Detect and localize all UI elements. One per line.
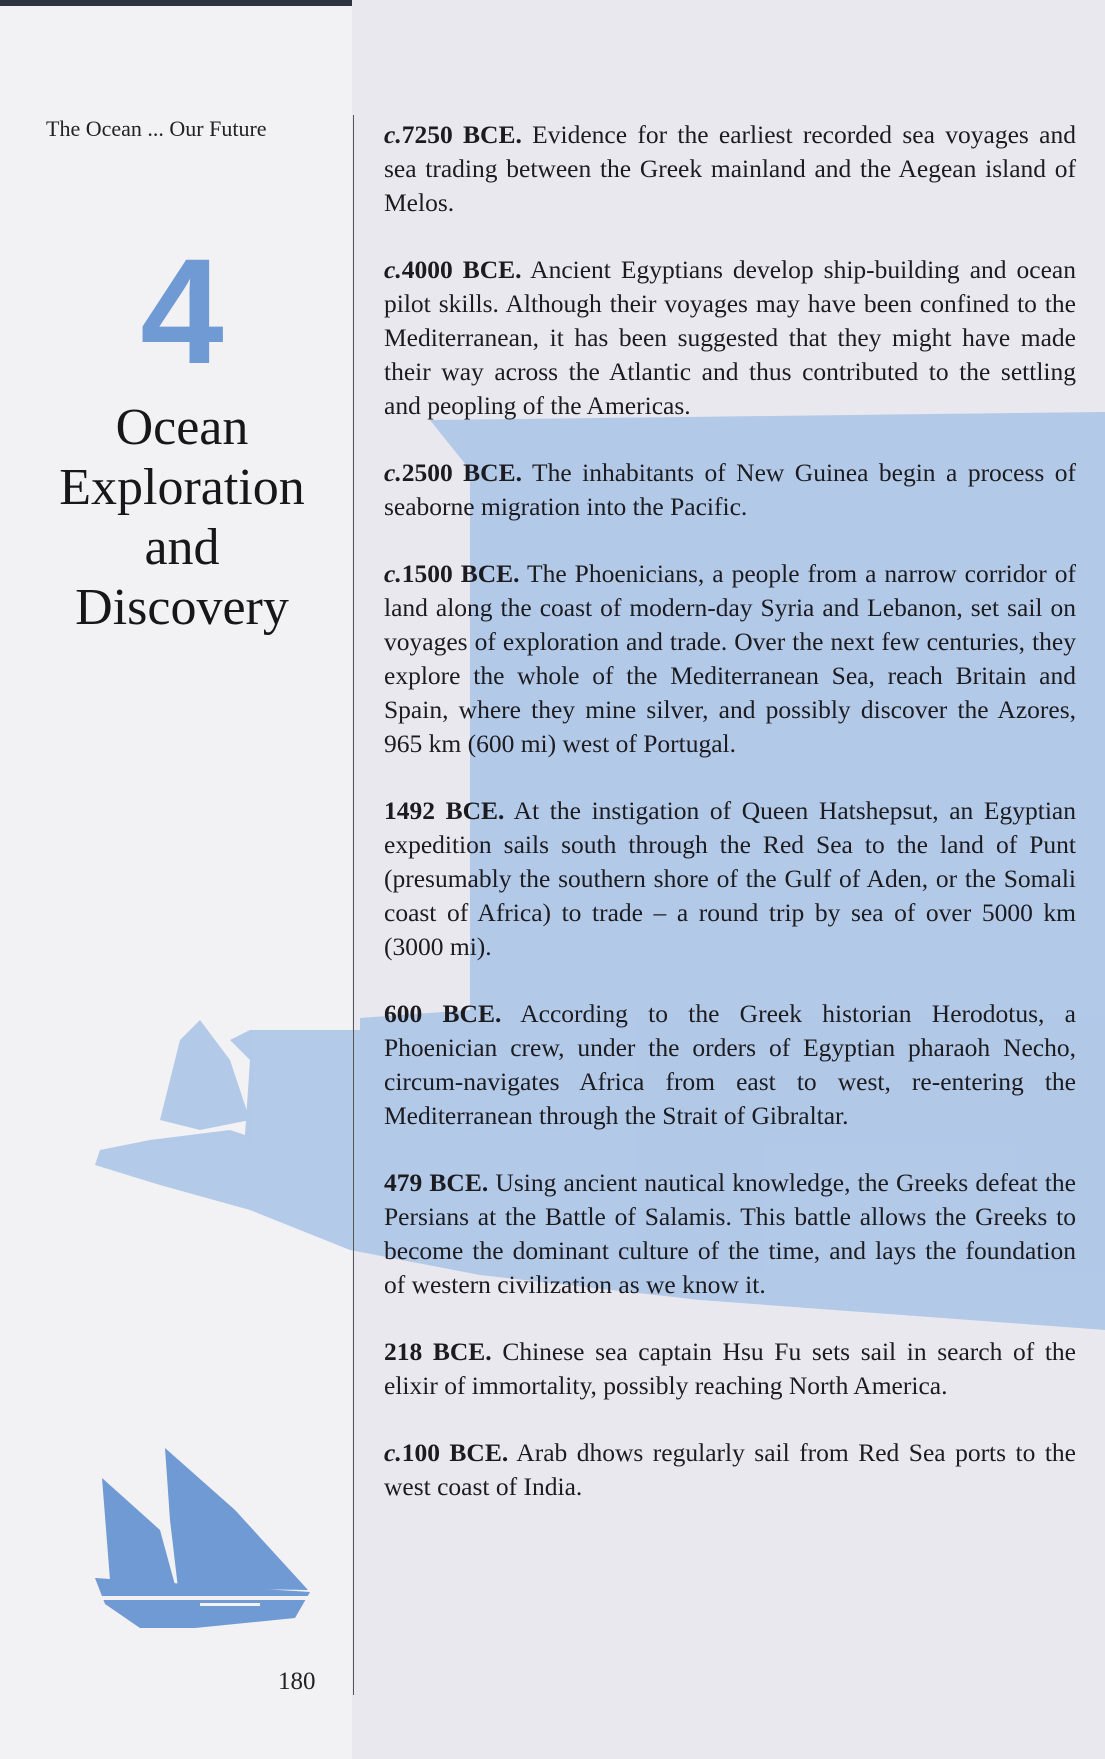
dhow-sail-icon bbox=[95, 1448, 310, 1628]
circa-marker: c. bbox=[384, 559, 402, 588]
chapter-title-line: Ocean bbox=[115, 399, 249, 456]
timeline-entry bbox=[384, 794, 1076, 964]
entry-text: The inhabitants of New Guinea begin a process of seaborne migration into the Pacific. bbox=[384, 458, 1076, 521]
entry-date: 7250 BCE. bbox=[401, 120, 522, 149]
chapter-title-line: Exploration bbox=[59, 459, 305, 516]
entry-text: Ancient Egyptians develop ship-building and ocean pilot skills. Although their voyages may have been confined to the Mediterranean, it has been suggested that they might have made their way across the Atlantic and thus contributed to the settling and peopling of the Americas. bbox=[384, 255, 1076, 420]
timeline-entry bbox=[384, 118, 1076, 220]
chapter-title-line: and bbox=[144, 519, 220, 576]
circa-marker: c. bbox=[384, 255, 402, 284]
entry-text: The Phoenicians, a people from a narrow corridor of land along the coast of modern-day Syria and Lebanon, set sail on voyages of exploration and trade. Over the next few centuries, they explore the whole of the Mediterranean Sea, reach Britain and Spain, where they mine silver, and possibly discover the Azores, 965 km (600 mi) west of Portugal. bbox=[384, 559, 1076, 758]
running-head: The Ocean ... Our Future bbox=[46, 116, 267, 141]
entry-date: 218 BCE. bbox=[384, 1337, 492, 1366]
entry-text: Evidence for the earliest recorded sea voyages and sea trading between the Greek mainland and the Aegean island of Melos. bbox=[384, 120, 1076, 217]
entry-date: 4000 BCE. bbox=[401, 255, 522, 284]
timeline-entry bbox=[384, 1166, 1076, 1302]
entry-date: 600 BCE. bbox=[384, 999, 502, 1028]
entry-date: 100 BCE. bbox=[401, 1438, 509, 1467]
entry-date: 479 BCE. bbox=[384, 1168, 489, 1197]
entry-text: Arab dhows regularly sail from Red Sea ports to the west coast of India. bbox=[384, 1438, 1076, 1501]
circa-marker: c. bbox=[384, 1438, 402, 1467]
chapter-title-line: Discovery bbox=[75, 579, 289, 636]
timeline-entry bbox=[384, 1436, 1076, 1504]
column-divider bbox=[353, 115, 354, 1695]
timeline-entry bbox=[384, 456, 1076, 524]
circa-marker: c. bbox=[384, 120, 402, 149]
timeline-entry bbox=[384, 997, 1076, 1133]
timeline-entries bbox=[384, 118, 1076, 1537]
entry-text: At the instigation of Queen Hatshepsut, an Egyptian expedition sails south through the Red Sea to the land of Punt (presumably the southern shore of the Gulf of Aden, or the Somali coast of Africa) to trade – a round trip by sea of over 5000 km (3000 mi). bbox=[384, 796, 1076, 961]
timeline-entry bbox=[384, 1335, 1076, 1403]
entry-text: Using ancient nautical knowledge, the Greeks defeat the Persians at the Battle of Salamis. This battle allows the Greeks to become the dominant culture of the time, and lays the foundation of western civilization as we know it. bbox=[384, 1168, 1077, 1299]
timeline-entry bbox=[384, 557, 1076, 761]
entry-date: 1500 BCE. bbox=[401, 559, 520, 588]
entry-text: According to the Greek historian Herodotus, a Phoenician crew, under the orders of Egyptian pharaoh Necho, circum-navigates Africa from east to west, re-entering the Mediterranean through the Strait of Gibraltar. bbox=[384, 999, 1076, 1130]
entry-date: 2500 BCE. bbox=[401, 458, 522, 487]
entry-date: 1492 BCE. bbox=[384, 796, 505, 825]
entry-text: Chinese sea captain Hsu Fu sets sail in search of the elixir of immortality, possibly reaching North America. bbox=[384, 1337, 1076, 1400]
timeline-entry bbox=[384, 253, 1076, 423]
page-number: 180 bbox=[278, 1668, 316, 1695]
chapter-number: 4 bbox=[140, 227, 224, 395]
chapter-title bbox=[26, 398, 338, 638]
circa-marker: c. bbox=[384, 458, 402, 487]
